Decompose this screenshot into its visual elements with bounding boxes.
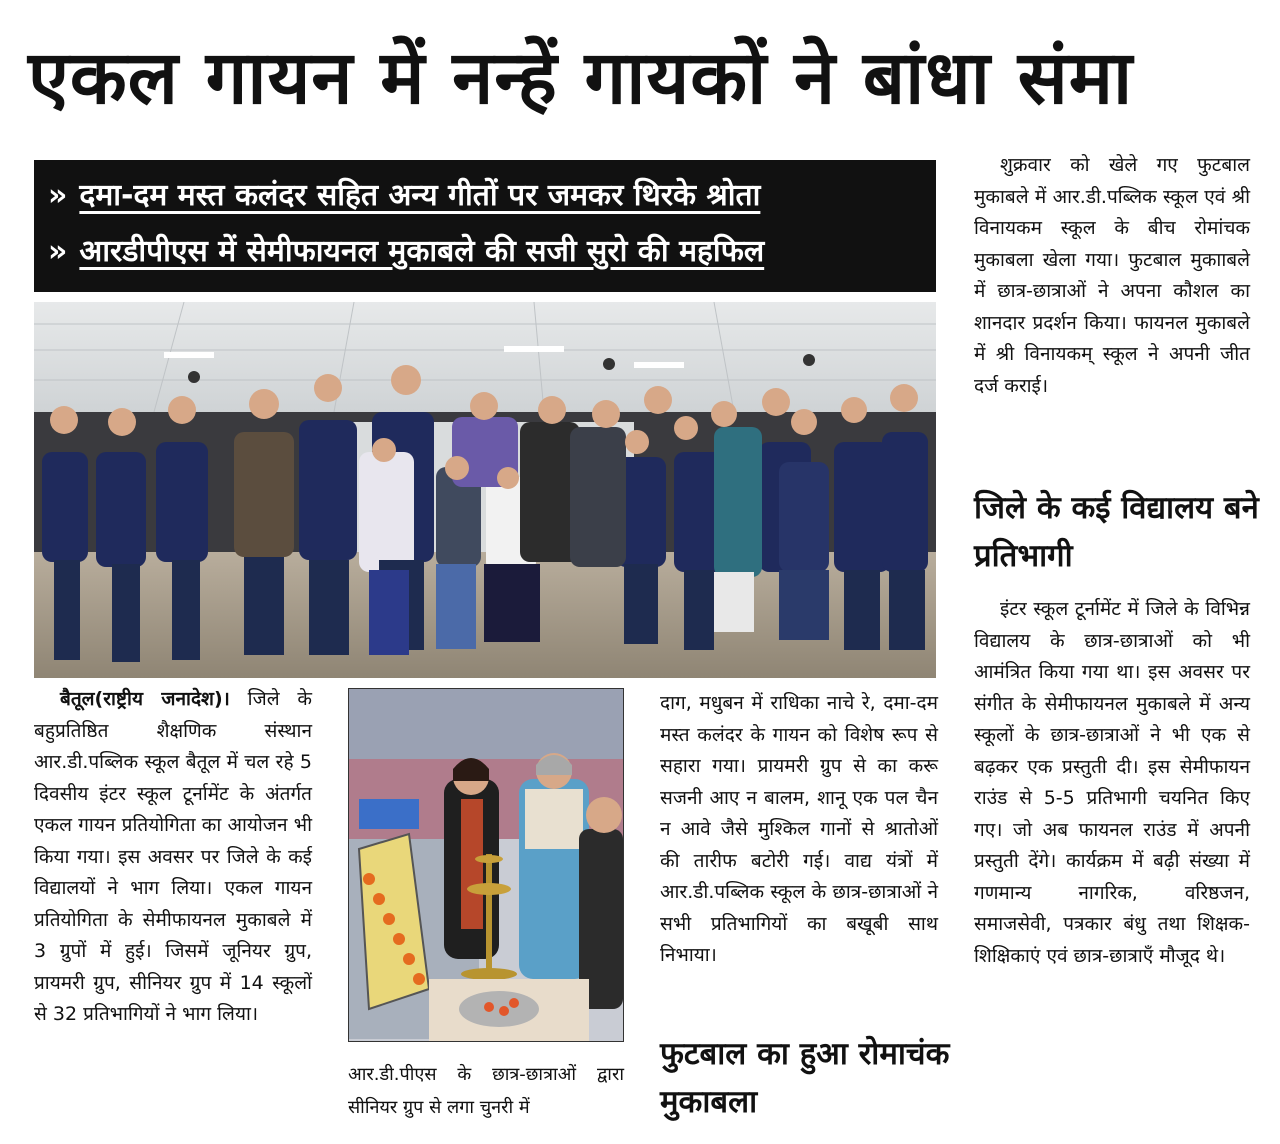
- group-photo-icon: [34, 302, 936, 678]
- headline: एकल गायन में नन्हें गायकों ने बांधा संमा: [28, 35, 1134, 121]
- deck-line-2: [48, 224, 922, 280]
- col1-body: जिले के बहुप्रतिष्ठित शैक्षणिक संस्थान आर.डी.पब्लिक स्कूल बैतूल में चल रहे 5 दिवसीय इंटर स्कूल टूर्नामेंट के अंतर्गत एकल गायन प्रतियोगिता का आयोजन भी किया गया। इस अवसर पर जिले के कई विद्यालयों ने भाग लिया। एकल गायन प्रतियोगिता के सेमीफायनल मुकाबले में 3 ग्रुपों में हुई। जिसमें जूनियर ग्रुप, प्रायमरी ग्रुप, सीनियर ग्रुप में 14 स्कूलों से 32 प्रतिभागियों ने भाग लिया।: [34, 688, 312, 1025]
- column-1: [34, 684, 312, 1031]
- dateline: बैतूल(राष्ट्रीय जनादेश)।: [60, 688, 230, 710]
- column-4-lower: [974, 594, 1250, 972]
- col3-body: दाग, मधुबन में राधिका नाचे रे, दमा-दम मस्त कलंदर के गायन को विशेष रूप से सहारा गया। प्रायमरी ग्रुप से का करू सजनी आए न बालम, शानू एक पल चैन न आवे जैसे मुश्किल गानों से श्रातोओं की तारीफ बटोरी गई। वाद्य यंत्रों में आर.डी.पब्लिक स्कूल के छात्र-छात्राओं ने सभी प्रतिभागियों का बखूबी साथ निभाया।: [660, 692, 938, 966]
- col4-para-2: इंटर स्कूल टूर्नामेंट में जिले के विभिन्न विद्यालय के छात्र-छात्राओं को भी आमंत्रित किया गया था। इस अवसर पर संगीत के सेमीफायनल मुकाबले में अन्य स्कूलों के छात्र-छात्राओं ने भी एक से बढ़कर एक प्रस्तुती दी। इस सेमीफायन राउंड से 5-5 प्रतिभागी चयनित किए गए। जो अब फायनल राउंड में अपनी प्रस्तुती देंगे। कार्यक्रम में बढ़ी संख्या में गणमान्य नागरिक, वरिष्ठजन, समाजसेवी, पत्रकार बंधु तथा शिक्षक-शिक्षिकाएं एवं छात्र-छात्राएँ मौजूद थे।: [974, 598, 1250, 967]
- col4-para-1: शुक्रवार को खेले गए फुटबाल मुकाबले में आर.डी.पब्लिक स्कूल एवं श्री विनायकम स्कूल के बीच रोमांचक मुकाबला खेला गया। फुटबाल मुकााबले में छात्र-छात्राओं ने अपना कौशल का शानदार प्रदर्शन किया। फायनल मुकाबले में श्री विनायकम् स्कूल ने अपनी जीत दर्ज कराई।: [974, 154, 1250, 397]
- chevron-icon: »: [48, 234, 68, 269]
- football-subhead: फुटबाल का हुआ रोमाचंक मुकाबला: [660, 1036, 950, 1120]
- column-4: [974, 150, 1250, 402]
- column-3: [660, 688, 938, 972]
- main-photo: [34, 302, 936, 678]
- small-photo: [348, 688, 624, 1042]
- deck-text-1: दमा-दम मस्त कलंदर सहित अन्य गीतों पर जमकर थिरके श्रोता: [79, 178, 761, 213]
- deck-line-1: [48, 168, 922, 224]
- photo-caption: आर.डी.पीएस के छात्र-छात्राओं द्वारा सीनियर ग्रुप से लगा चुनरी में: [348, 1064, 624, 1118]
- schools-subhead: जिले के कई विद्यालय बने प्रतिभागी: [974, 490, 1259, 574]
- lamp-lighting-photo-icon: [349, 689, 623, 1041]
- deck-banner: [34, 160, 936, 292]
- chevron-icon: »: [48, 178, 68, 213]
- deck-text-2: आरडीपीएस में सेमीफायनल मुकाबले की सजी सुरो की महफिल: [79, 234, 765, 269]
